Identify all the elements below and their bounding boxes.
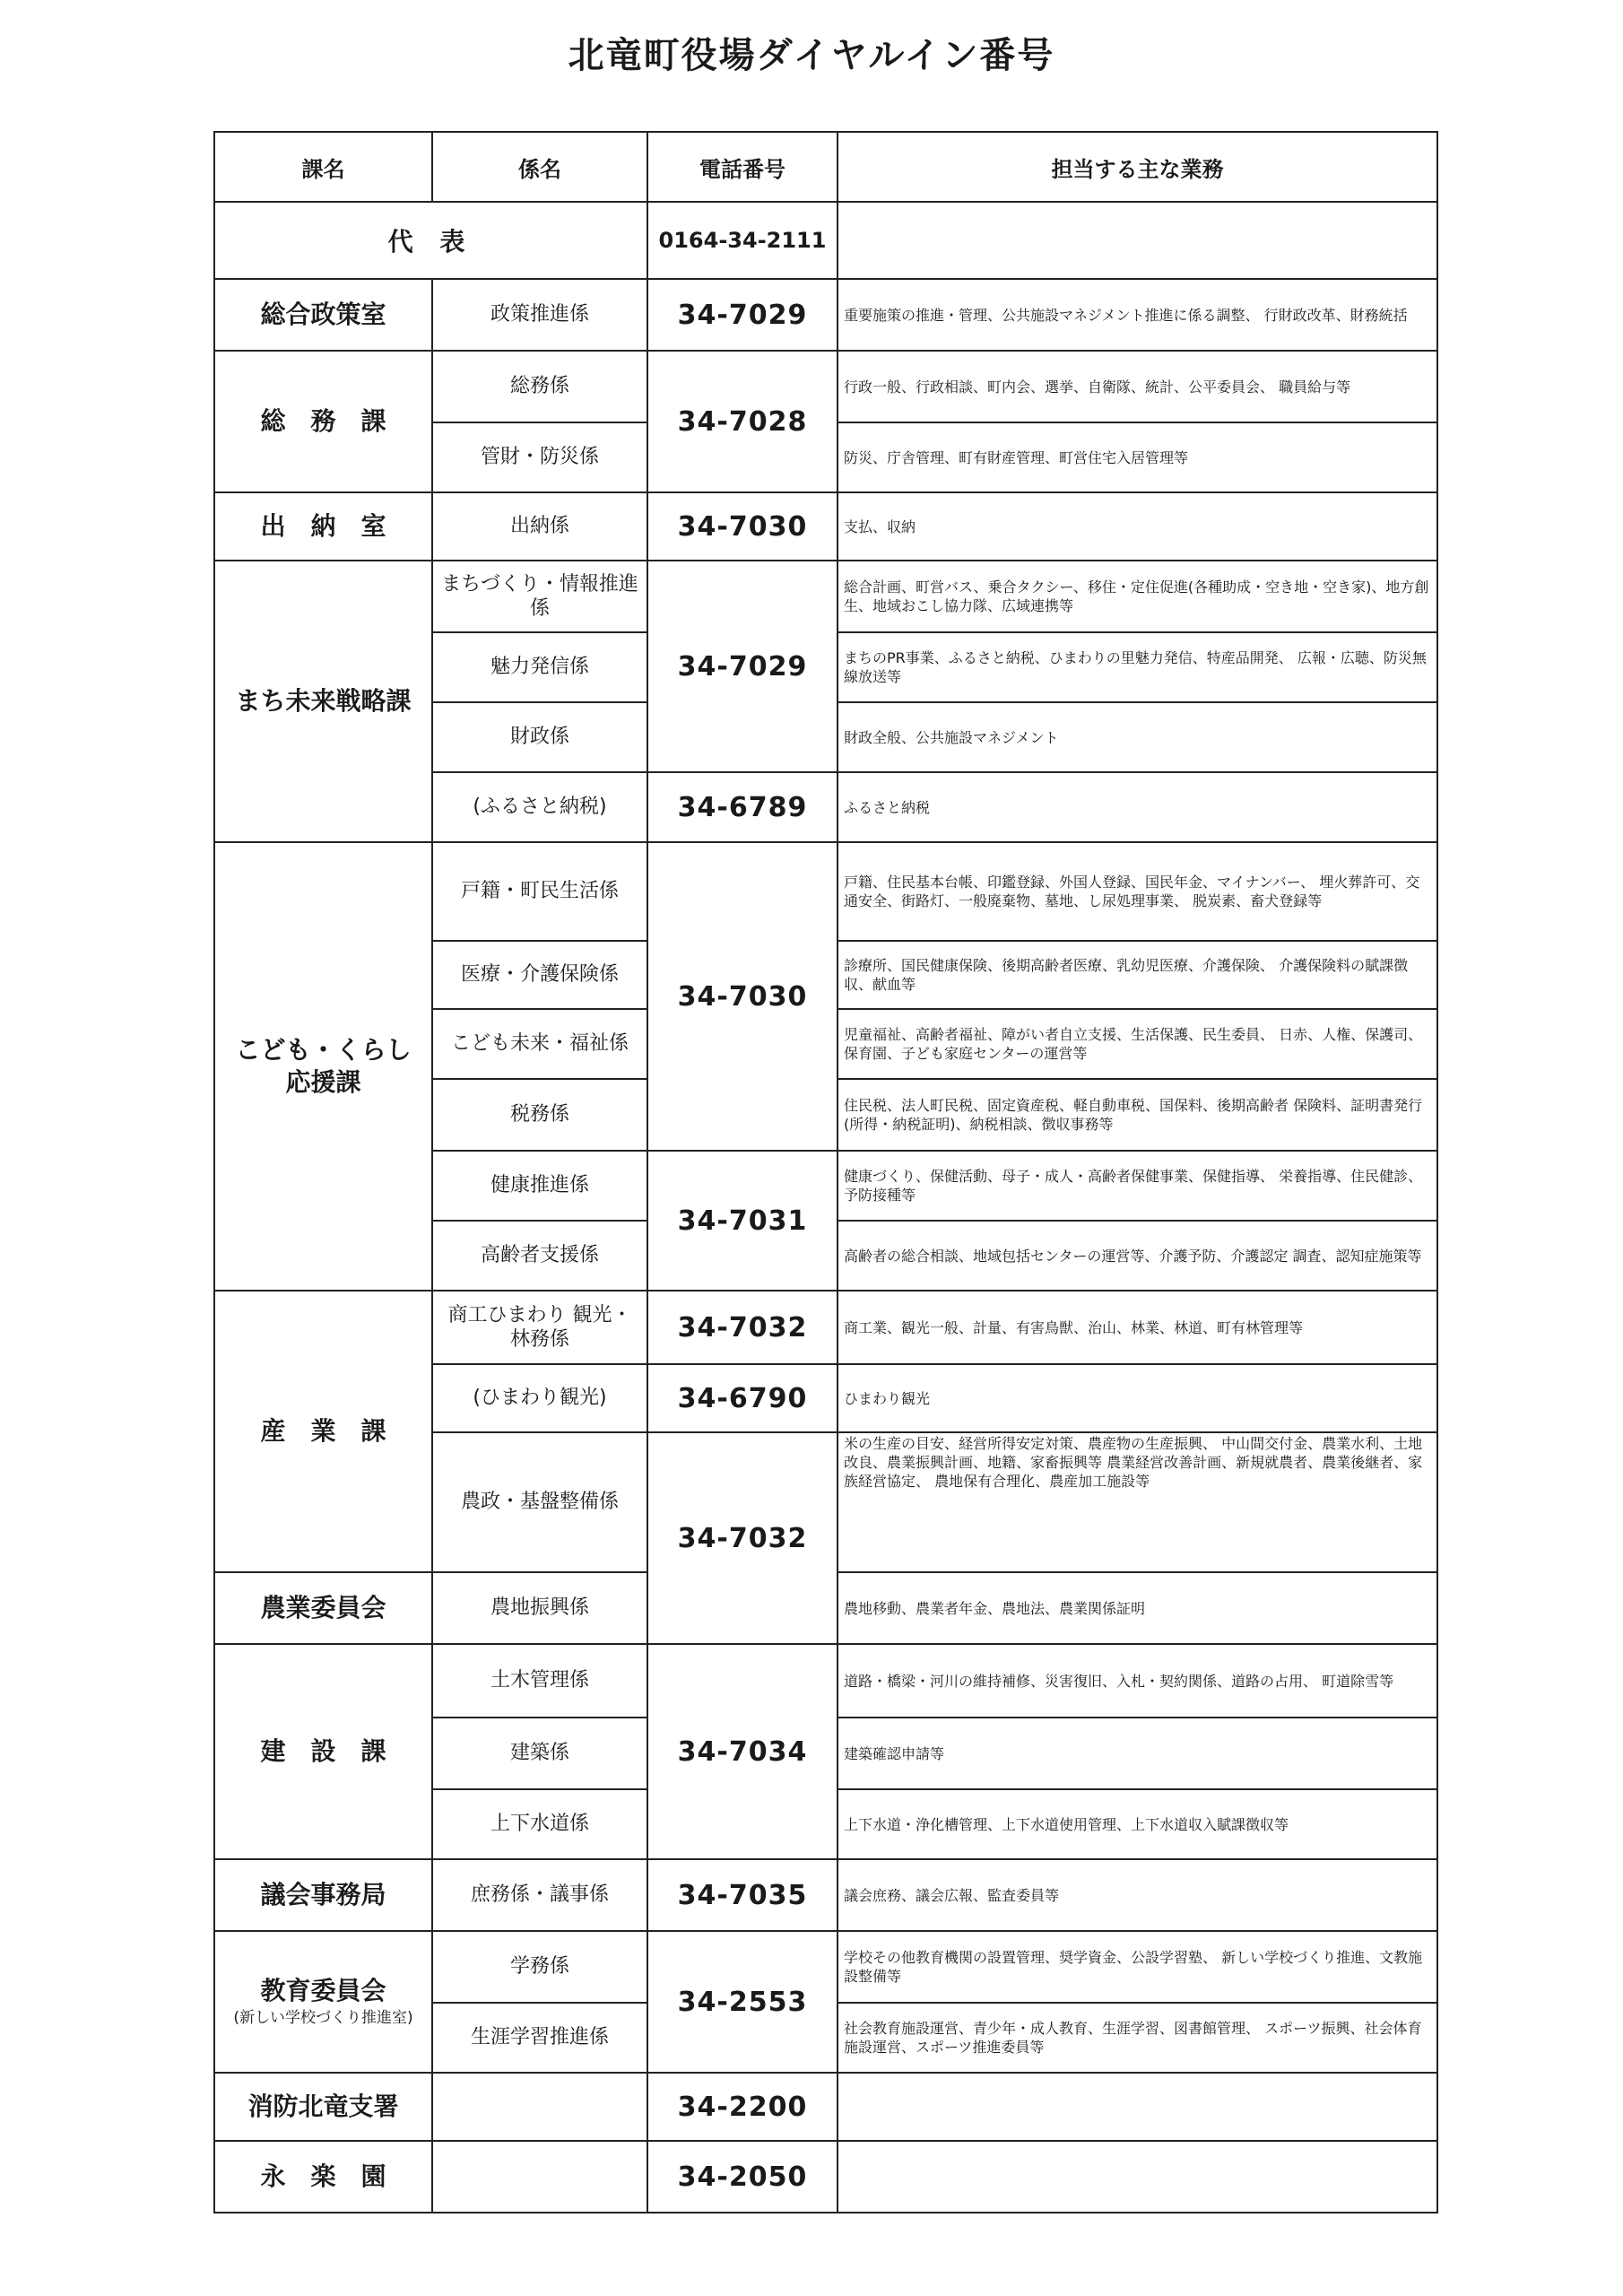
representative-phone: 0164-34-2111 bbox=[647, 202, 838, 279]
phone-cell: 34-7030 bbox=[647, 492, 838, 561]
table-row bbox=[214, 561, 1437, 632]
section-cell: 戸籍・町民生活係 bbox=[432, 842, 647, 941]
duties-cell: 総合計画、町営バス、乗合タクシー、移住・定住促進(各種助成・空き地・空き家)、地方創生、地域おこし協力隊、広域連携等 bbox=[838, 561, 1437, 632]
duties-cell: 財政全般、公共施設マネジメント bbox=[838, 702, 1437, 772]
section-cell: 生涯学習推進係 bbox=[432, 2003, 647, 2073]
representative-label: 代 表 bbox=[214, 202, 647, 279]
representative-duties bbox=[838, 202, 1437, 279]
dept-cell: まち未来戦略課 bbox=[214, 561, 432, 842]
phone-cell: 34-7028 bbox=[647, 351, 838, 492]
phone-cell: 34-7035 bbox=[647, 1859, 838, 1931]
duties-cell: 住民税、法人町民税、固定資産税、軽自動車税、国保料、後期高齢者 保険料、証明書発行(所得・納税証明)、納税相談、徴収事務等 bbox=[838, 1079, 1437, 1151]
table-row bbox=[214, 492, 1437, 561]
duties-cell bbox=[838, 2073, 1437, 2141]
table-row bbox=[214, 279, 1437, 351]
duties-cell: 支払、収納 bbox=[838, 492, 1437, 561]
duties-cell: 学校その他教育機関の設置管理、奨学資金、公設学習塾、 新しい学校づくり推進、文教施設整備等 bbox=[838, 1931, 1437, 2003]
phone-cell: 34-6790 bbox=[647, 1364, 838, 1432]
phone-cell: 34-7031 bbox=[647, 1151, 838, 1291]
dept-cell: 出 納 室 bbox=[214, 492, 432, 561]
duties-cell: 農地移動、農業者年金、農地法、農業関係証明 bbox=[838, 1572, 1437, 1644]
dept-cell: 産 業 課 bbox=[214, 1291, 432, 1572]
dept-subname: (新しい学校づくり推進室) bbox=[233, 2008, 413, 2027]
table-row bbox=[214, 1931, 1437, 2003]
representative-row bbox=[214, 202, 1437, 279]
duties-cell: 社会教育施設運営、青少年・成人教育、生涯学習、図書館管理、 スポーツ振興、社会体育施設運営、スポーツ推進委員等 bbox=[838, 2003, 1437, 2073]
dial-in-table bbox=[213, 131, 1438, 2213]
dept-cell: こども・くらし 応援課 bbox=[214, 842, 432, 1291]
section-cell: 農政・基盤整備係 bbox=[432, 1432, 647, 1572]
duties-cell: 建築確認申請等 bbox=[838, 1718, 1437, 1789]
phone-cell: 34-7029 bbox=[647, 279, 838, 351]
duties-cell: 議会庶務、議会広報、監査委員等 bbox=[838, 1859, 1437, 1931]
section-cell: 政策推進係 bbox=[432, 279, 647, 351]
duties-cell bbox=[838, 2141, 1437, 2213]
section-cell: 税務係 bbox=[432, 1079, 647, 1151]
duties-cell: 米の生産の目安、経営所得安定対策、農産物の生産振興、 中山間交付金、農業水利、土地改良、農業振興計画、地籍、家畜振興等 農業経営改善計画、新規就農者、農業後継者、家族経営協定、 農地保有合理化、農産加工施設等 bbox=[838, 1432, 1437, 1572]
section-cell: 健康推進係 bbox=[432, 1151, 647, 1221]
header-phone: 電話番号 bbox=[647, 132, 838, 202]
section-cell: (ふるさと納税) bbox=[432, 772, 647, 842]
section-cell: 商工ひまわり 観光・林務係 bbox=[432, 1291, 647, 1364]
header-dept: 課名 bbox=[214, 132, 432, 202]
duties-cell: 防災、庁舎管理、町有財産管理、町営住宅入居管理等 bbox=[838, 422, 1437, 492]
header-section: 係名 bbox=[432, 132, 647, 202]
duties-cell: 診療所、国民健康保険、後期高齢者医療、乳幼児医療、介護保険、 介護保険料の賦課徴収、献血等 bbox=[838, 941, 1437, 1009]
dept-cell: 総 務 課 bbox=[214, 351, 432, 492]
section-cell: 上下水道係 bbox=[432, 1789, 647, 1859]
duties-cell: 重要施策の推進・管理、公共施設マネジメント推進に係る調整、 行財政改革、財務統括 bbox=[838, 279, 1437, 351]
duties-cell: 健康づくり、保健活動、母子・成人・高齢者保健事業、保健指導、 栄養指導、住民健診、予防接種等 bbox=[838, 1151, 1437, 1221]
header-duties: 担当する主な業務 bbox=[838, 132, 1437, 202]
duties-cell: 道路・橋梁・河川の維持補修、災害復旧、入札・契約関係、道路の占用、 町道除雪等 bbox=[838, 1644, 1437, 1718]
table-row bbox=[214, 1859, 1437, 1931]
section-cell: 農地振興係 bbox=[432, 1572, 647, 1644]
header-row bbox=[214, 132, 1437, 202]
table-row bbox=[214, 842, 1437, 941]
section-cell: 高齢者支援係 bbox=[432, 1221, 647, 1291]
dept-cell: 建 設 課 bbox=[214, 1644, 432, 1859]
section-cell bbox=[432, 2141, 647, 2213]
dept-name: 教育委員会 bbox=[260, 1976, 386, 2006]
phone-cell: 34-7032 bbox=[647, 1291, 838, 1364]
duties-cell: 児童福祉、高齢者福祉、障がい者自立支援、生活保護、民生委員、 日赤、人権、保護司、保育園、子ども家庭センターの運営等 bbox=[838, 1009, 1437, 1079]
phone-cell: 34-7030 bbox=[647, 842, 838, 1151]
page-title: 北竜町役場ダイヤルイン番号 bbox=[568, 35, 1055, 76]
phone-cell: 34-7029 bbox=[647, 561, 838, 772]
section-cell: 土木管理係 bbox=[432, 1644, 647, 1718]
table-row bbox=[214, 2073, 1437, 2141]
section-cell: まちづくり・情報推進係 bbox=[432, 561, 647, 632]
section-cell bbox=[432, 2073, 647, 2141]
section-cell: 管財・防災係 bbox=[432, 422, 647, 492]
phone-cell: 34-7034 bbox=[647, 1644, 838, 1859]
section-cell: (ひまわり観光) bbox=[432, 1364, 647, 1432]
table-row bbox=[214, 1291, 1437, 1364]
dept-cell bbox=[214, 1931, 432, 2073]
section-cell: 庶務係・議事係 bbox=[432, 1859, 647, 1931]
section-cell: 財政係 bbox=[432, 702, 647, 772]
table-row bbox=[214, 2141, 1437, 2213]
duties-cell: 戸籍、住民基本台帳、印鑑登録、外国人登録、国民年金、マイナンバー、 埋火葬許可、交通安全、街路灯、一般廃棄物、墓地、し尿処理事業、 脱炭素、畜犬登録等 bbox=[838, 842, 1437, 941]
dept-cell: 議会事務局 bbox=[214, 1859, 432, 1931]
table-row bbox=[214, 351, 1437, 422]
duties-cell: 上下水道・浄化槽管理、上下水道使用管理、上下水道収入賦課徴収等 bbox=[838, 1789, 1437, 1859]
duties-cell: 商工業、観光一般、計量、有害鳥獣、治山、林業、林道、町有林管理等 bbox=[838, 1291, 1437, 1364]
dept-cell: 農業委員会 bbox=[214, 1572, 432, 1644]
table-row bbox=[214, 1644, 1437, 1718]
section-cell: 学務係 bbox=[432, 1931, 647, 2003]
section-cell: 医療・介護保険係 bbox=[432, 941, 647, 1009]
section-cell: 出納係 bbox=[432, 492, 647, 561]
duties-cell: 高齢者の総合相談、地域包括センターの運営等、介護予防、介護認定 調査、認知症施策等 bbox=[838, 1221, 1437, 1291]
section-cell: 建築係 bbox=[432, 1718, 647, 1789]
phone-cell: 34-2200 bbox=[647, 2073, 838, 2141]
dept-cell: 消防北竜支署 bbox=[214, 2073, 432, 2141]
duties-cell: 行政一般、行政相談、町内会、選挙、自衛隊、統計、公平委員会、 職員給与等 bbox=[838, 351, 1437, 422]
dept-cell: 永 楽 園 bbox=[214, 2141, 432, 2213]
dept-cell: 総合政策室 bbox=[214, 279, 432, 351]
phone-cell: 34-2553 bbox=[647, 1931, 838, 2073]
section-cell: こども未来・福祉係 bbox=[432, 1009, 647, 1079]
duties-cell: まちのPR事業、ふるさと納税、ひまわりの里魅力発信、特産品開発、 広報・広聴、防災無線放送等 bbox=[838, 632, 1437, 702]
phone-cell: 34-6789 bbox=[647, 772, 838, 842]
duties-cell: ひまわり観光 bbox=[838, 1364, 1437, 1432]
phone-cell: 34-7032 bbox=[647, 1432, 838, 1644]
duties-cell: ふるさと納税 bbox=[838, 772, 1437, 842]
section-cell: 総務係 bbox=[432, 351, 647, 422]
phone-cell: 34-2050 bbox=[647, 2141, 838, 2213]
section-cell: 魅力発信係 bbox=[432, 632, 647, 702]
